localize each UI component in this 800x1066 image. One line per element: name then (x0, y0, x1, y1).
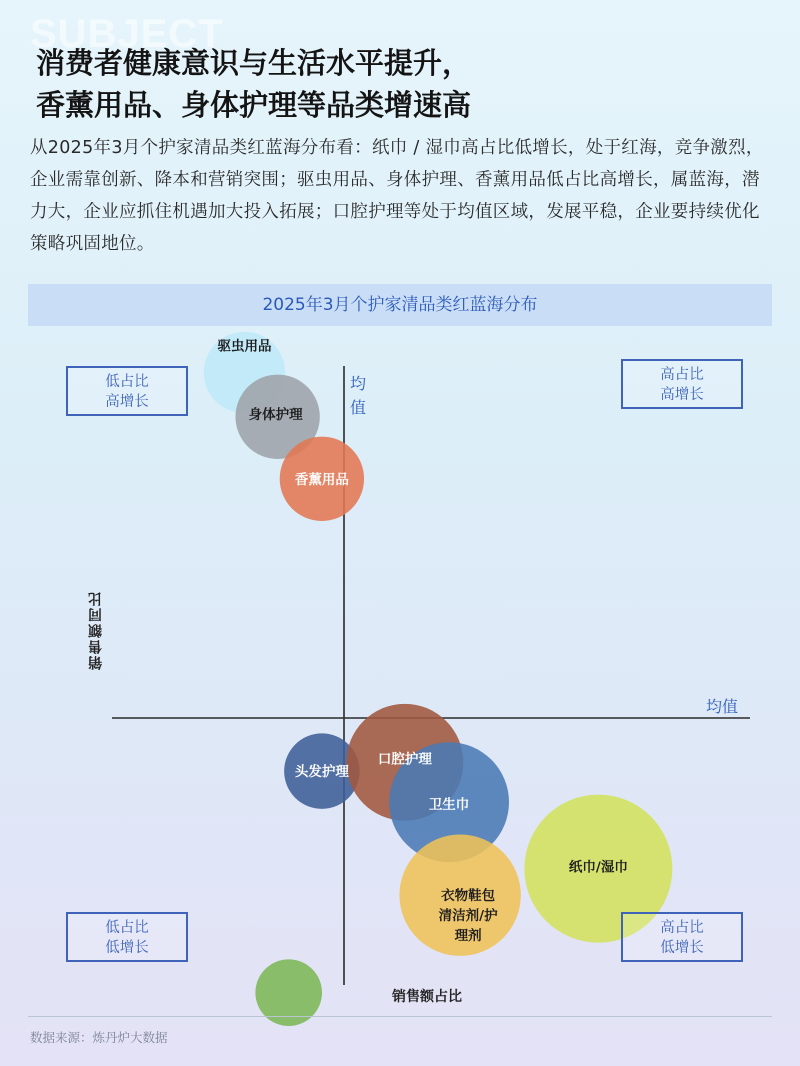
y-axis-label: 销售额同比 (88, 590, 104, 670)
footer-divider (28, 1016, 772, 1017)
chart-title: 2025年3月个护家清品类红蓝海分布 (28, 284, 772, 326)
quadrant-top-right-line1: 高占比 (660, 367, 704, 383)
bubble-label: 衣物鞋包清洁剂/护理剂 (438, 888, 498, 945)
x-axis-label: 销售额占比 (392, 989, 462, 1005)
quadrant-bottom-right-line1: 高占比 (660, 920, 704, 936)
bubble-label: 卫生巾 (428, 797, 470, 814)
quadrant-bottom-left-line2: 低增长 (105, 940, 149, 956)
y-mean-label: 均值 (350, 374, 367, 417)
title-line-2: 香薰用品、身体护理等品类增速高 (36, 88, 472, 122)
quadrant-label-top-left (66, 366, 188, 416)
quadrant-bottom-right-line2: 低增长 (660, 940, 704, 956)
quadrant-label-bottom-left (66, 912, 188, 962)
quadrant-top-left-line2: 高增长 (105, 394, 149, 410)
x-mean-label: 均值 (706, 697, 739, 716)
bubble-label: 香薰用品 (294, 471, 349, 488)
quadrant-top-right-line2: 高增长 (660, 387, 704, 403)
bubble-label: 口腔护理 (377, 751, 432, 768)
bubble-label: 纸巾/湿巾 (568, 859, 628, 876)
bubble-label: 身体护理 (248, 406, 303, 423)
quadrant-label-bottom-right (621, 912, 743, 962)
quadrant-bottom-left-line1: 低占比 (105, 920, 149, 936)
background-watermark-word: SUBJECT (30, 12, 224, 56)
data-source: 数据来源：炼丹炉大数据 (30, 1030, 168, 1045)
title-line-1: 消费者健康意识与生活水平提升， (36, 46, 472, 80)
quadrant-top-left-line1: 低占比 (105, 374, 149, 390)
description-paragraph: 从2025年3月个护家清品类红蓝海分布看：纸巾 / 湿巾高占比低增长，处于红海，竞争激烈，企业需靠创新、降本和营销突围；驱虫用品、身体护理、香薰用品低占比高增长，属蓝海，潜力大，企业应抓住机遇加大投入拓展；口腔护理等处于均值区域，发展平稳，企业要持续优化策略巩固地位。 (30, 138, 764, 254)
quadrant-label-top-right (621, 359, 743, 409)
bubble-label: 头发护理 (294, 764, 349, 781)
bubble-label: 驱虫用品 (217, 338, 272, 355)
